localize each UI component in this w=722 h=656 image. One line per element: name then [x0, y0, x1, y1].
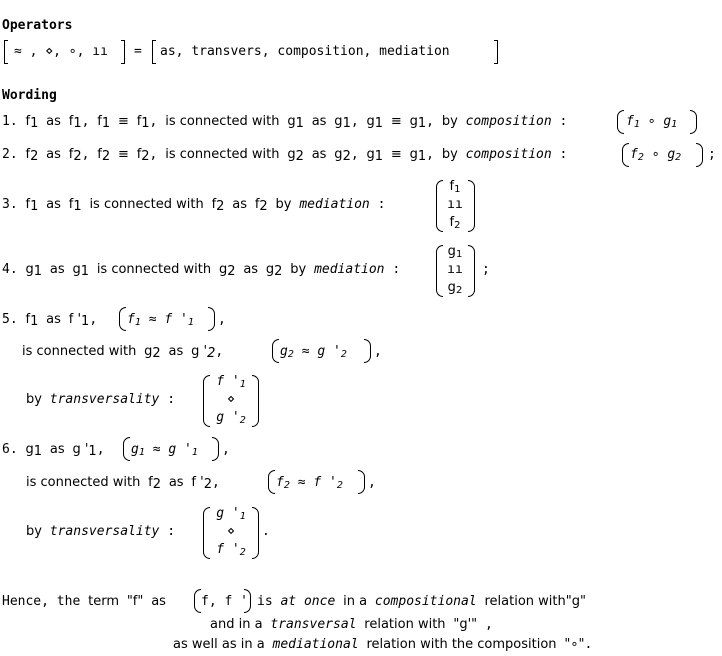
- operators-heading: Operators: [2, 18, 73, 33]
- right-bracket: [494, 40, 498, 64]
- right-paren: [364, 339, 371, 363]
- left-paren: [617, 110, 624, 134]
- right-paren: [468, 180, 475, 232]
- mediation-stack: $g_1$ ıı $g_2$: [447, 244, 463, 296]
- right-paren: [468, 245, 475, 297]
- right-paren: [252, 375, 259, 427]
- left-bracket: [4, 40, 8, 64]
- operator-name: mediation: [379, 44, 450, 59]
- left-bracket: [152, 40, 156, 64]
- right-bracket: [121, 40, 125, 64]
- right-paren: [358, 470, 365, 494]
- equals-sign: =: [134, 44, 142, 59]
- left-paren: [194, 589, 201, 613]
- right-paren: [696, 143, 703, 167]
- method-mediation: mediation: [299, 197, 370, 212]
- method-transversality: transversality: [49, 392, 160, 407]
- transversality-stack: f '$_1$ ⋄ g '$_2$: [216, 374, 246, 426]
- right-paren: [252, 507, 259, 559]
- method-transversality: transversality: [49, 524, 160, 539]
- left-paren: [123, 437, 130, 461]
- operator-name: as: [160, 44, 176, 59]
- right-paren: [208, 307, 215, 331]
- approx-symbol: ≈: [14, 44, 22, 59]
- operator-name: composition: [277, 44, 364, 59]
- mediation-symbol: ıı: [92, 44, 108, 59]
- wording-heading: Wording: [2, 88, 57, 103]
- left-paren: [272, 339, 279, 363]
- method-mediation: mediation: [314, 262, 385, 277]
- compose-symbol: ∘: [68, 44, 77, 59]
- method-composition: composition: [465, 114, 552, 129]
- lozenge-symbol: ⋄: [45, 44, 54, 59]
- left-paren: [268, 470, 275, 494]
- right-paren: [212, 437, 219, 461]
- mediation-stack: $f_1$ ıı $f_2$: [447, 179, 463, 231]
- transversality-stack: g '$_1$ ⋄ f '$_2$: [216, 506, 246, 558]
- left-paren: [119, 307, 126, 331]
- right-paren: [690, 110, 697, 134]
- method-composition: composition: [465, 147, 552, 162]
- left-paren: [622, 143, 629, 167]
- right-paren: [244, 589, 251, 613]
- operator-name: transvers: [191, 44, 262, 59]
